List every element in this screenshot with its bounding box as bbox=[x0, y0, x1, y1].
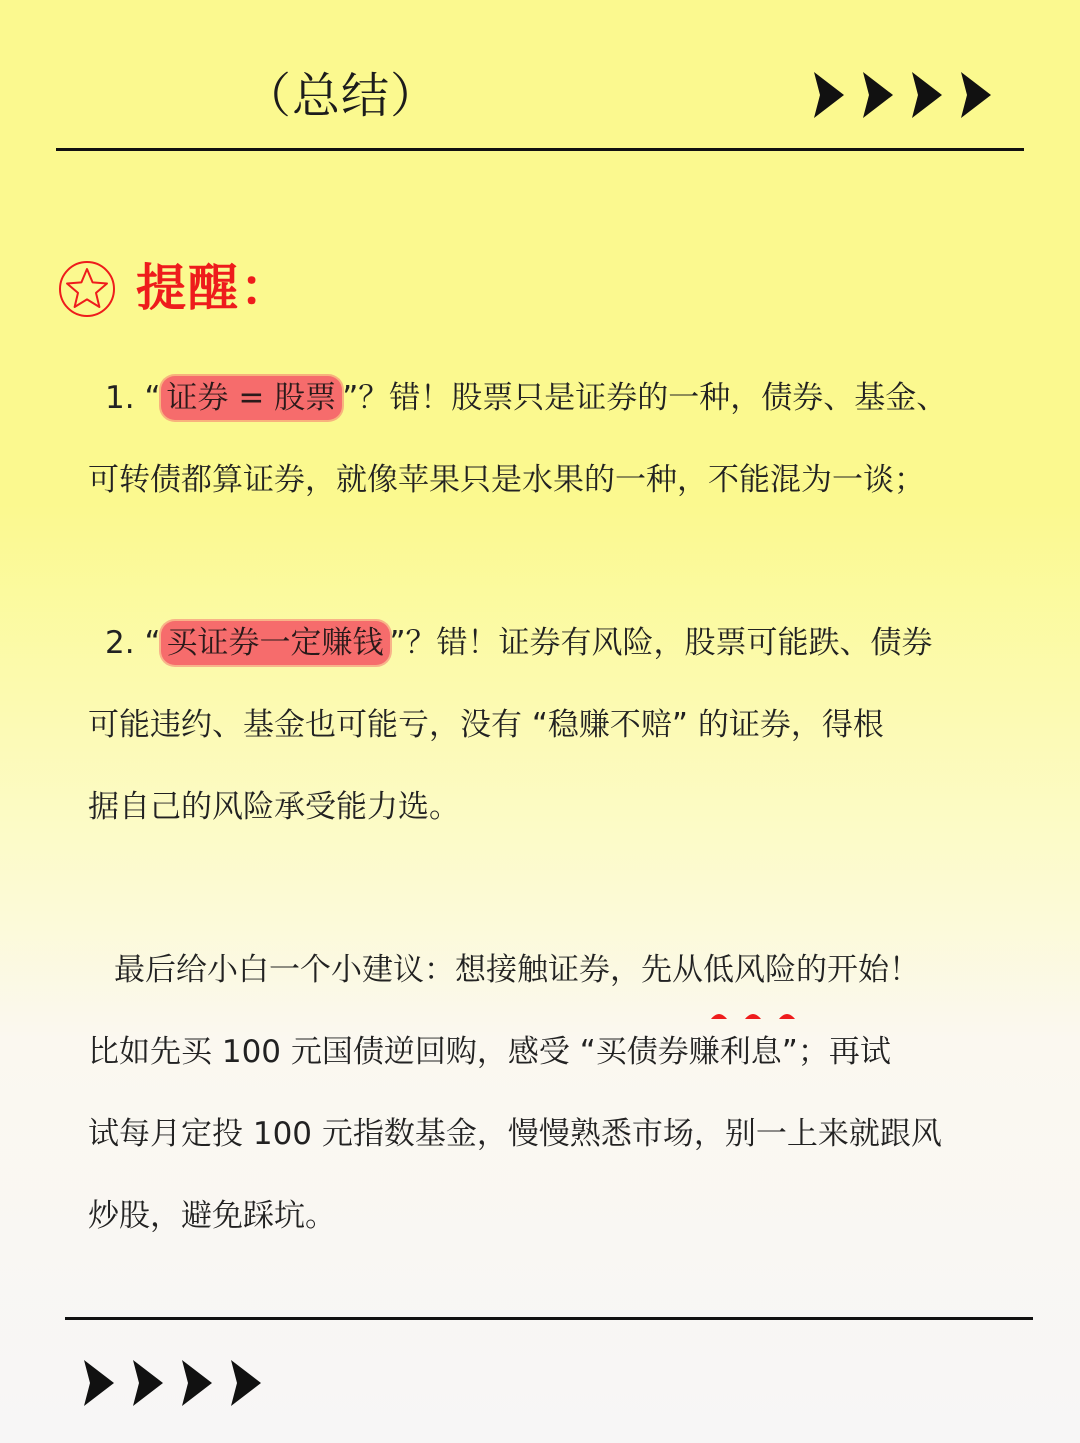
arrow-group-bottom bbox=[82, 1358, 263, 1408]
point-text: ”？错！证券有风险，股票可能跌、债券 bbox=[389, 625, 933, 661]
point-2-line-1 bbox=[88, 602, 1048, 684]
emphasis-text bbox=[703, 929, 796, 1011]
arrow-right-icon bbox=[861, 70, 895, 120]
highlighted-phrase: 买证券一定赚钱 bbox=[161, 621, 390, 665]
advice-line-2: 比如先买 100 元国债逆回购，感受 “买债券赚利息”；再试 bbox=[88, 1034, 891, 1070]
emphasis-dots bbox=[703, 1009, 803, 1021]
advice-line-1 bbox=[88, 929, 1048, 1011]
arrow-right-icon bbox=[229, 1358, 263, 1408]
divider-bottom bbox=[65, 1317, 1033, 1320]
page-title: （总结） bbox=[243, 68, 440, 124]
point-2-line-3: 据自己的风险承受能力选。 bbox=[88, 789, 460, 825]
point-1-line-2: 可转债都算证券，就像苹果只是水果的一种，不能混为一谈； bbox=[88, 462, 925, 498]
advice-text: 最后给小白一个小建议：想接触证券，先从 bbox=[114, 952, 703, 988]
reminder-title: 提醒： bbox=[136, 259, 292, 317]
arrow-right-icon bbox=[812, 70, 846, 120]
arrow-right-icon bbox=[959, 70, 993, 120]
arrow-group-top bbox=[812, 70, 993, 120]
point-number: 1. bbox=[105, 380, 145, 416]
advice-line-3: 试每月定投 100 元指数基金，慢慢熟悉市场，别一上来就跟风 bbox=[88, 1116, 942, 1152]
point-1 bbox=[88, 357, 1048, 521]
point-2-line-2: 可能违约、基金也可能亏，没有 “稳赚不赔” 的证券，得根 bbox=[88, 707, 884, 743]
highlighted-phrase: 证券 = 股票 bbox=[161, 376, 343, 420]
point-text: ”？错！股票只是证券的一种，债券、基金、 bbox=[342, 380, 948, 416]
advice bbox=[88, 929, 1048, 1257]
arrow-right-icon bbox=[131, 1358, 165, 1408]
advice-line-4: 炒股，避免踩坑。 bbox=[88, 1198, 336, 1234]
open-quote: “ bbox=[144, 380, 161, 416]
advice-text: 的开始！ bbox=[796, 952, 920, 988]
star-circle-icon bbox=[58, 260, 116, 318]
point-number: 2. bbox=[105, 625, 145, 661]
emphasis-label: 低风险 bbox=[703, 952, 796, 988]
arrow-right-icon bbox=[910, 70, 944, 120]
arrow-right-icon bbox=[82, 1358, 116, 1408]
divider-top bbox=[56, 148, 1024, 151]
point-1-line-1 bbox=[88, 357, 1048, 439]
arrow-right-icon bbox=[180, 1358, 214, 1408]
open-quote: “ bbox=[144, 625, 161, 661]
point-2 bbox=[88, 602, 1048, 848]
